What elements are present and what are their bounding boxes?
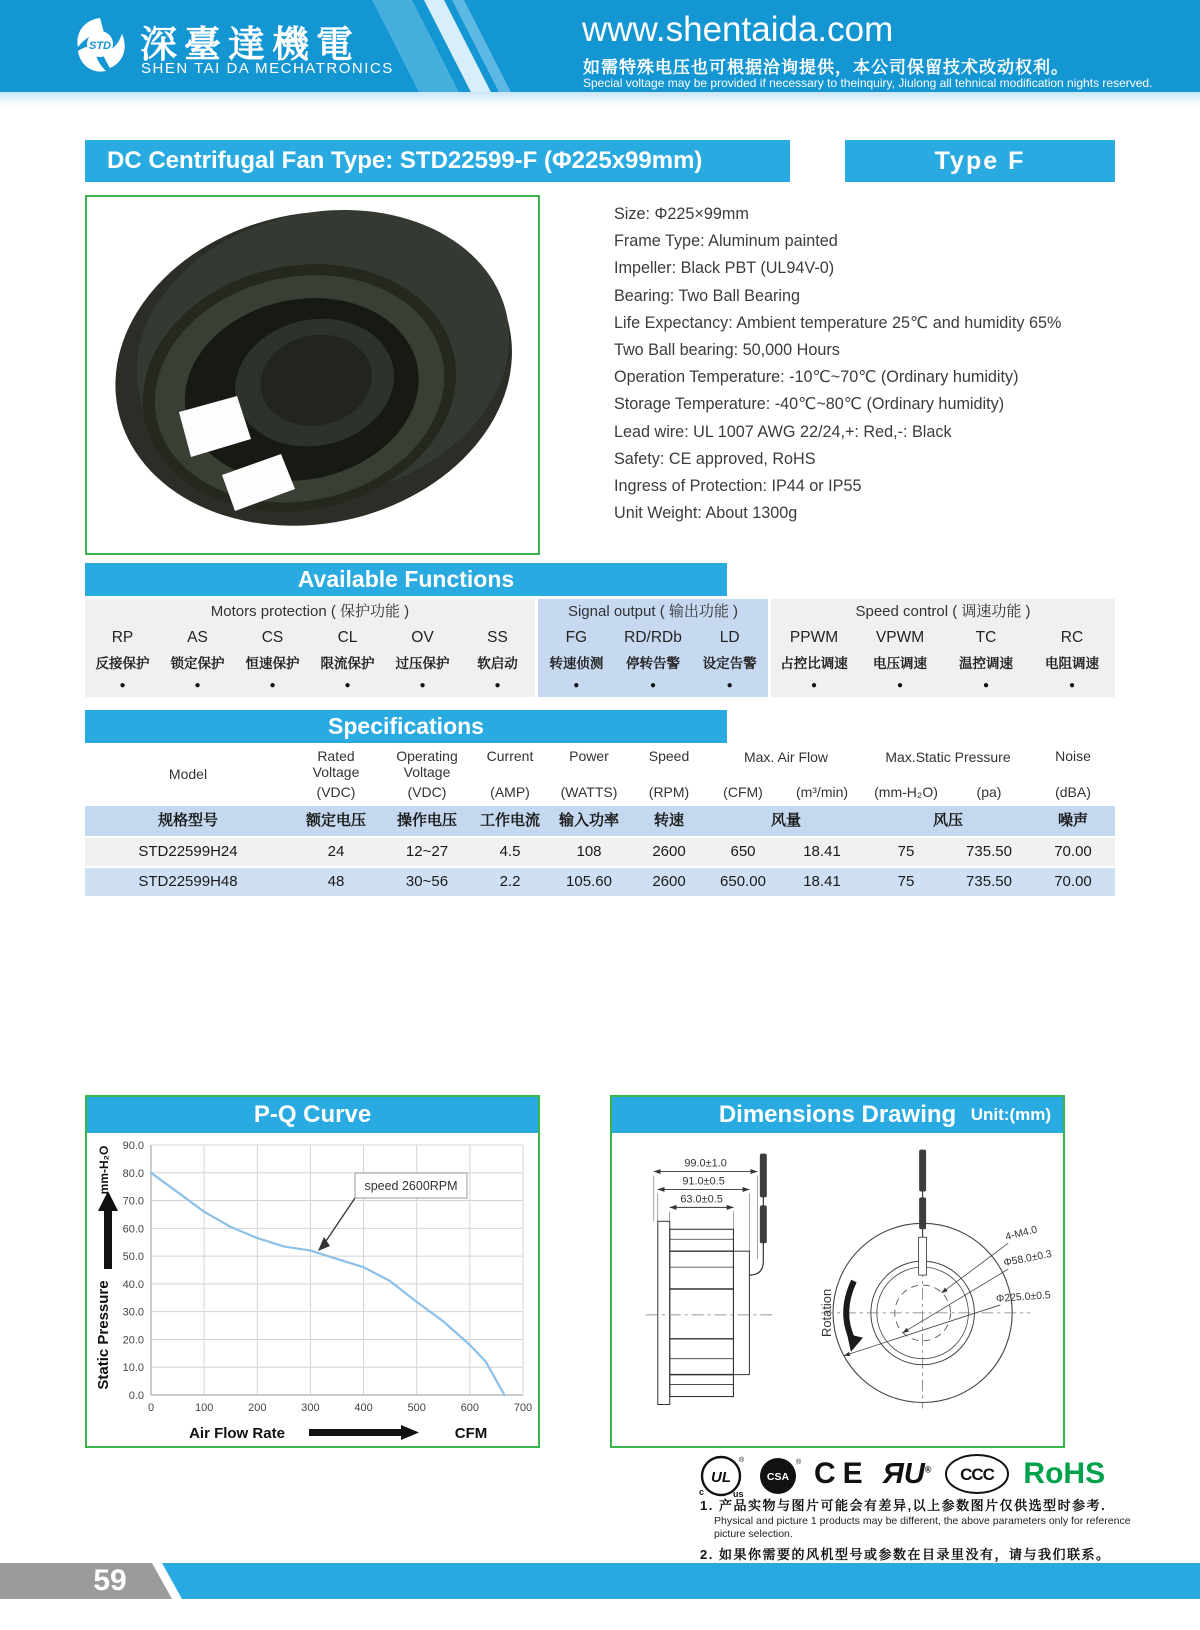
svg-text:40.0: 40.0 xyxy=(122,1278,144,1291)
footer-blue-bar xyxy=(0,1563,1200,1599)
dimensions-drawing xyxy=(612,1133,1061,1448)
function-dot: ● xyxy=(344,680,351,691)
header-gradient-band xyxy=(0,92,1200,106)
function-dot: ● xyxy=(896,680,904,691)
svg-text:us: us xyxy=(733,1489,744,1498)
svg-text:0: 0 xyxy=(147,1402,155,1414)
function-code: CL xyxy=(337,629,358,646)
function-name-cn: 限流保护 xyxy=(320,656,375,671)
function-name-cn: 温控调速 xyxy=(959,656,1013,671)
function-code: TC xyxy=(975,629,997,646)
rotation-label: Rotation xyxy=(819,1288,835,1337)
function-code: LD xyxy=(719,629,740,646)
svg-text:0.0: 0.0 xyxy=(128,1390,144,1402)
ul-listed-icon xyxy=(698,1450,744,1498)
functions-table xyxy=(85,599,1115,697)
website-url: www.shentaida.com xyxy=(582,10,894,49)
ccc-icon xyxy=(944,1452,1010,1496)
pq-chart xyxy=(87,1133,536,1448)
svg-text:mm-H₂O: mm-H₂O xyxy=(97,1145,111,1195)
group-label: Signal output ( 输出功能 ) xyxy=(567,603,739,620)
svg-text:CCC: CCC xyxy=(960,1465,995,1484)
svg-text:500: 500 xyxy=(407,1402,426,1414)
functions-group-motors-protection xyxy=(85,599,535,697)
col-header-power: Power (WATTS) xyxy=(560,748,618,800)
spec-table-row: STD22599H24 24 12~27 4.5 108 2600 650 18.41 75 735.50 70.00 xyxy=(85,838,1115,866)
svg-text:60.0: 60.0 xyxy=(122,1223,144,1236)
svg-text:300: 300 xyxy=(301,1402,320,1414)
header-tagline-en: Special voltage may be provided if necessary to theinquiry, Jiulong all tehnical modification nights reserved. xyxy=(583,76,1153,90)
note-en: Physical and picture 1 products may be different, the above parameters only for reference picture selection. xyxy=(714,1515,1131,1540)
svg-text:90.0: 90.0 xyxy=(122,1140,144,1152)
dim-depth-impeller: 63.0±0.5 xyxy=(680,1193,723,1206)
function-name-cn: 反接保护 xyxy=(95,656,150,671)
svg-text:Static Pressure: Static Pressure xyxy=(95,1280,112,1390)
section-title-functions: Available Functions xyxy=(85,563,727,596)
spec-table-row: STD22599H48 48 30~56 2.2 105.60 2600 650.00 18.41 75 735.50 70.00 xyxy=(85,868,1115,896)
function-name-cn: 电阻调速 xyxy=(1045,656,1099,671)
product-spec-list xyxy=(614,201,1174,527)
function-code: PPWM xyxy=(789,629,839,646)
certification-marks xyxy=(698,1452,1105,1496)
spec-line: Impeller: Black PBT (UL94V-0) xyxy=(614,259,835,278)
col-header-model: Model xyxy=(168,765,208,782)
model-cell: STD22599H48 xyxy=(138,873,238,890)
svg-text:400: 400 xyxy=(354,1402,373,1414)
page-number: 59 xyxy=(93,1564,127,1597)
section-title-specifications: Specifications xyxy=(85,710,727,743)
function-name-cn: 恒速保护 xyxy=(245,656,300,671)
type-badge: Type F xyxy=(845,140,1115,182)
function-dot: ● xyxy=(726,680,733,691)
svg-text:600: 600 xyxy=(460,1402,480,1414)
svg-text:80.0: 80.0 xyxy=(122,1167,144,1180)
function-dot: ● xyxy=(1068,680,1076,691)
functions-group-speed-control xyxy=(771,599,1115,697)
col-header-airflow: Max. Air Flow (CFM) (m³/min) xyxy=(723,749,849,800)
function-name-cn: 停转告警 xyxy=(625,656,680,671)
function-code: RP xyxy=(111,629,134,646)
unit-label: Unit:(mm) xyxy=(970,1105,1051,1124)
spec-line: Bearing: Two Ball Bearing xyxy=(614,286,800,305)
header-tagline-cn: 如需特殊电压也可根据洽询提供，本公司保留技术改动权利。 xyxy=(583,58,1069,77)
spec-line: Size: Φ225×99mm xyxy=(614,205,749,223)
function-name-cn: 设定告警 xyxy=(702,656,757,671)
fan-image xyxy=(87,197,538,553)
svg-text:30.0: 30.0 xyxy=(122,1306,144,1319)
dim-outer-diameter: Φ225.0±0.5 xyxy=(995,1290,1052,1305)
function-dot: ● xyxy=(649,680,657,691)
spec-line: Life Expectancy: Ambient temperature 25℃ and humidity 65% xyxy=(614,313,1062,332)
col-header-rated-voltage: Rated Voltage (VDC) xyxy=(312,748,360,800)
function-name-cn: 过压保护 xyxy=(395,656,450,671)
col-header-current: Current (AMP) xyxy=(486,748,534,800)
spec-table-header xyxy=(85,746,1115,804)
function-code: RC xyxy=(1060,629,1084,646)
function-dot: ● xyxy=(494,680,501,691)
rohs-mark-icon: RoHS xyxy=(1023,1457,1106,1490)
col-header-noise: Noise (dBA) xyxy=(1055,748,1091,800)
specifications-table xyxy=(85,746,1115,896)
function-dot: ● xyxy=(810,680,818,691)
function-dot: ● xyxy=(419,680,426,691)
svg-text:speed 2600RPM: speed 2600RPM xyxy=(364,1179,458,1193)
col-header-pressure: Max.Static Pressure (mm-H₂O) (pa) xyxy=(874,749,1011,800)
brand-name-en: SHEN TAI DA MECHATRONICS xyxy=(141,60,394,77)
col-header-operating-voltage: Operating Voltage (VDC) xyxy=(396,748,458,800)
pq-curve-box xyxy=(85,1095,540,1448)
function-name-cn: 软启动 xyxy=(477,656,518,671)
function-name-cn: 转速侦测 xyxy=(549,656,604,671)
brand-name-cn: 深臺達機電 xyxy=(140,24,360,65)
note-cn: 2. 如果你需要的风机型号或参数在目录里没有，请与我们联系。 xyxy=(700,1547,1111,1562)
product-photo xyxy=(85,195,540,555)
svg-text:200: 200 xyxy=(248,1402,267,1414)
svg-text:70.0: 70.0 xyxy=(122,1195,144,1208)
page-title: DC Centrifugal Fan Type: STD22599-F (Φ225x99mm) xyxy=(85,140,790,182)
group-label: Speed control ( 调速功能 ) xyxy=(855,603,1031,620)
spec-line: Two Ball bearing: 50,000 Hours xyxy=(614,341,840,360)
ce-mark-icon: CE xyxy=(814,1457,870,1490)
dim-depth-frame: 91.0±0.5 xyxy=(682,1175,725,1188)
svg-text:®: ® xyxy=(739,1457,744,1464)
function-code: OV xyxy=(411,629,434,646)
spec-line: Lead wire: UL 1007 AWG 22/24,+: Red,-: Black xyxy=(614,422,952,441)
spec-table-header-cn: 规格型号 额定电压 操作电压 工作电流 输入功率 转速 风量 风压 噪声 xyxy=(85,806,1115,836)
function-dot: ● xyxy=(982,680,990,691)
col-header-speed: Speed (RPM) xyxy=(648,748,690,800)
section-title-pq-curve: P-Q Curve xyxy=(87,1097,538,1133)
svg-text:700: 700 xyxy=(513,1402,533,1414)
csa-icon xyxy=(757,1450,801,1498)
spec-line: Safety: CE approved, RoHS xyxy=(614,449,816,468)
svg-text:20.0: 20.0 xyxy=(122,1334,144,1347)
note-cn: 1. 产品实物与图片可能会有差异,以上参数图片仅供选型时参考. xyxy=(700,1498,1107,1513)
svg-text:CFM: CFM xyxy=(454,1425,488,1442)
spec-line: Storage Temperature: -40℃~80℃ (Ordinary humidity) xyxy=(614,395,1005,414)
function-name-cn: 占控比调速 xyxy=(780,656,848,671)
dim-bolt-circle: Φ58.0±0.3 xyxy=(1002,1248,1053,1270)
svg-text:10.0: 10.0 xyxy=(122,1362,144,1375)
svg-text:UL: UL xyxy=(711,1469,731,1486)
svg-text:Air Flow Rate: Air Flow Rate xyxy=(189,1425,285,1442)
group-label: Motors protection ( 保护功能 ) xyxy=(210,603,410,620)
function-code: CS xyxy=(261,629,284,646)
page-header xyxy=(0,0,1200,92)
spec-line: Ingress of Protection: IP44 or IP55 xyxy=(614,477,862,496)
svg-text:100: 100 xyxy=(194,1402,214,1414)
function-name-cn: 电压调速 xyxy=(873,656,927,671)
function-code: VPWM xyxy=(875,629,925,646)
svg-text:50.0: 50.0 xyxy=(122,1251,144,1264)
spec-line: Unit Weight: About 1300g xyxy=(614,504,798,523)
function-dot: ● xyxy=(194,680,201,691)
function-code: SS xyxy=(487,629,508,646)
dim-mounting-holes: 4-M4.0 xyxy=(1004,1224,1039,1244)
function-name-cn: 锁定保护 xyxy=(170,656,225,671)
function-code: FG xyxy=(565,629,588,646)
functions-group-signal-output xyxy=(538,599,768,697)
ul-recognized-icon: ЯU® xyxy=(882,1457,932,1490)
section-title-dimensions: Dimensions Drawing Unit:(mm) xyxy=(612,1097,1063,1133)
function-dot: ● xyxy=(269,680,276,691)
spec-line: Frame Type: Aluminum painted xyxy=(614,232,838,251)
svg-text:CSA: CSA xyxy=(766,1471,790,1483)
function-dot: ● xyxy=(119,680,126,691)
svg-text:c: c xyxy=(699,1487,705,1497)
function-code: RD/RDb xyxy=(624,629,682,646)
model-cell: STD22599H24 xyxy=(138,843,238,860)
dimensions-box xyxy=(610,1095,1065,1448)
function-dot: ● xyxy=(573,680,580,691)
svg-text:®: ® xyxy=(796,1459,801,1466)
company-logo-icon xyxy=(70,13,130,82)
spec-line: Operation Temperature: -10℃~70℃ (Ordinary humidity) xyxy=(614,368,1019,387)
dim-depth-total: 99.0±1.0 xyxy=(684,1157,727,1170)
function-code: AS xyxy=(187,629,208,646)
logo-monogram: STD xyxy=(89,40,111,52)
